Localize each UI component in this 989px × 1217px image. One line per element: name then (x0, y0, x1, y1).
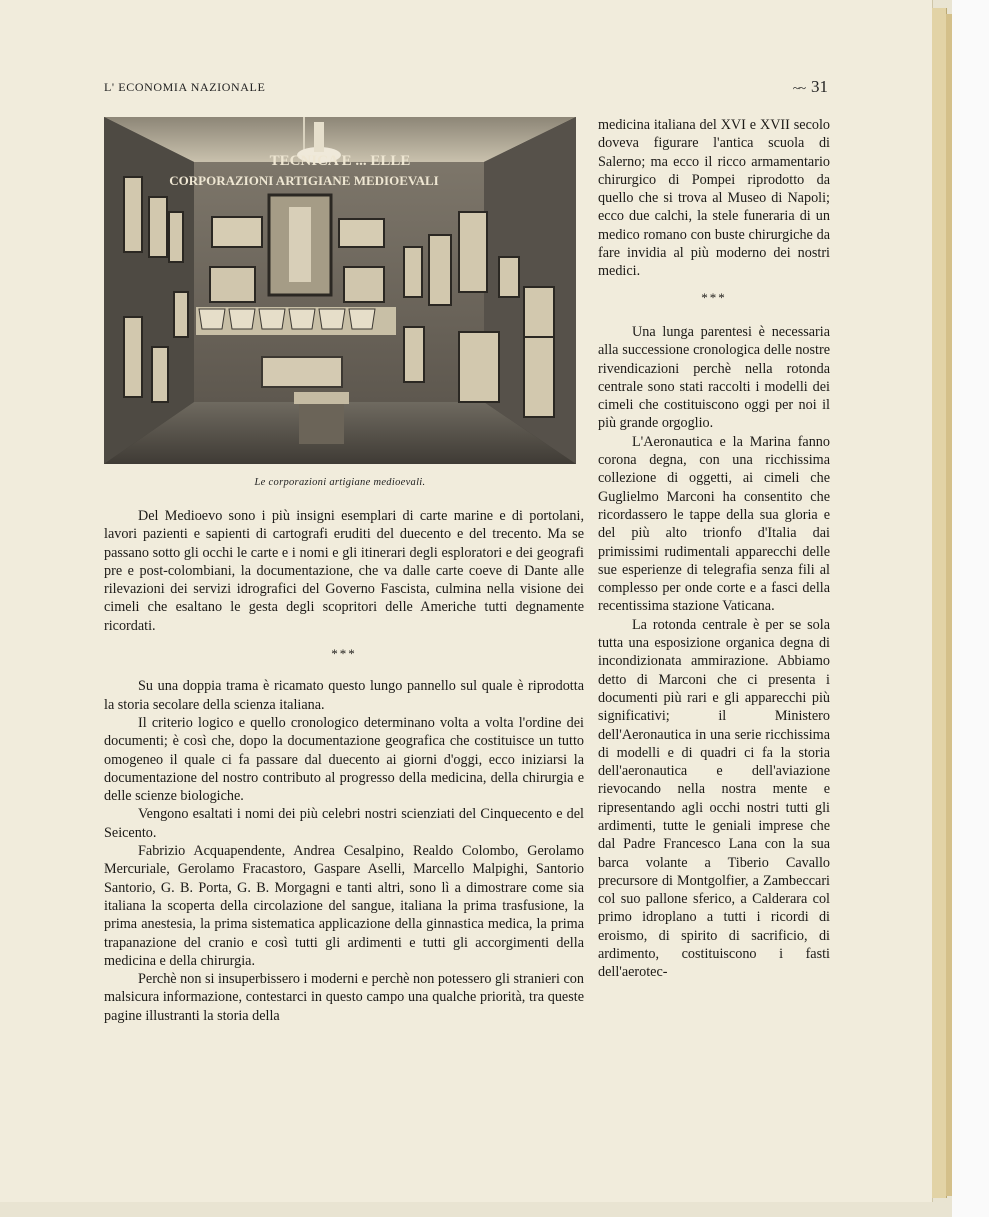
paragraph: Del Medioevo sono i più insigni esemplari di carte marine e di portolani, lavori pazienti e sapienti di cartografi eruditi del duecento e del trecento. Ma se passano sotto gli occhi le carte e i nomi e gli itinerari degli esploratori e dei geografi pre e post-colombiani, la documentazione, che va dalle carte coeve di Dante alle rilevazioni dei servizi idrografici del Governo Fascista, culmina nella visione dei cimeli che esaltano le gesta degli scopritori delle Americhe tutti degnamente ricordati. (104, 508, 584, 634)
figure-caption: Le corporazioni artigiane medioevali. (254, 477, 426, 488)
paragraph: Su una doppia trama è ricamato questo lungo pannello sul quale è riprodotta la storia secolare della scienza italiana. (104, 678, 584, 713)
page-number: 31 (811, 77, 828, 96)
section-separator: *** (701, 289, 727, 305)
page-number-block (793, 77, 828, 97)
banner-line2: CORPORAZIONI ARTIGIANE MEDIOEVALI (169, 173, 439, 188)
running-head: L' ECONOMIA NAZIONALE (104, 80, 266, 94)
scan-background (952, 0, 989, 1217)
left-column (104, 507, 584, 1025)
paragraph: Vengono esaltati i nomi dei più celebri nostri scienziati del Cinquecento e del Seicento. (104, 806, 584, 841)
exhibition-photo (104, 117, 576, 464)
page-header (104, 77, 828, 100)
page-edge (932, 8, 947, 1198)
paragraph: Una lunga parentesi è necessaria alla successione cronologica delle nostre rivendicazioni perchè nella rotonda centrale sono stati raccolti i modelli dei cimeli che costituiscono oggi per noi il più grande orgoglio. (598, 323, 830, 432)
paragraph: Fabrizio Acquapendente, Andrea Cesalpino, Realdo Colombo, Gerolamo Mercuriale, Gerolamo Fracastoro, Gaspare Aselli, Marcello Malpighi, Santorio Santorio, G. B. Porta, G. B. Morgagni e tanti altri, sono lì a dimostrare come sia italiana la scoperta della circolazione del sangue, italiana la prima trasfusione, la prima anestesia, la prima sistematica applicazione della ginnastica medica, la prima trapanazione del cranio e così tutti gli ardimenti e tutti gli accorgimenti della medicina e della chirurgia. (104, 843, 584, 969)
section-separator: *** (331, 646, 357, 662)
paragraph: Perchè non si insuperbissero i moderni e perchè non potessero gli stranieri con malsicura informazione, contestarci in questo campo una qualche priorità, tra queste pagine illustranti la storia della (104, 971, 584, 1024)
banner-line1: TECNICA E ... ELLE (269, 153, 411, 169)
paragraph: L'Aeronautica e la Marina fanno corona degna, con una ricchissima collezione di oggetti, ai cimeli che Guglielmo Marconi ha consentito che ricordassero le tappe della sua gloria e del più alto trionfo d'Italia dai primissimi rudimentali apparecchi delle sue esperienze di telegrafia senza fili al complesso per onde corte e a fasci della recentissima stazione Vaticana. (598, 433, 830, 615)
paragraph: medicina italiana del XVI e XVII secolo doveva figurare l'antica scuola di Salerno; ma ecco il ricco armamentario chirurgico di Pompei riprodotto da quello che si trova al Museo di Napoli; ecco due calchi, la stele funeraria di un medico romano con buste chirurgiche da fare invidia al più moderno dei nostri medici. (598, 117, 830, 280)
right-column (598, 116, 830, 982)
paragraph: Il criterio logico e quello cronologico determinano volta a volta l'ordine dei documenti; è così che, dopo la documentazione geografica che costituisce un tutto omogeneo il quale ci fa passare dal duecento ai giorni d'oggi, ecco iniziarsi la documentazione del nostro contributo al progresso della medicina, della chirurgia e delle scienze biologiche. (104, 714, 584, 805)
paragraph: La rotonda centrale è per se sola tutta una esposizione organica degna di incondizionata ammirazione. Abbiamo detto di Marconi che ci presenta i documenti più rari e gli apparecchi più significativi; il Ministero dell'Aeronautica in una serie ricchissima di modelli e di quadri ci fa la storia dell'aeronautica e dell'aviazione rievocando nella nostra mente e ripresentando agli occhi nostri tutti gli ardimenti, tutte le geniali imprese che dal Padre Francesco Lana con la sua barca volante a Tiberio Cavallo precursore di Montgolfier, a Zambeccari col suo pallone sferico, a Calderara col primo idroplano a tutti i ricordi di eroismo, di spirito di sacrificio, di ardimento, costituiscono i fasti dell'aerotec- (598, 616, 830, 981)
exhibition-room-image (104, 117, 576, 464)
ornament-icon: ~~ (792, 80, 805, 95)
